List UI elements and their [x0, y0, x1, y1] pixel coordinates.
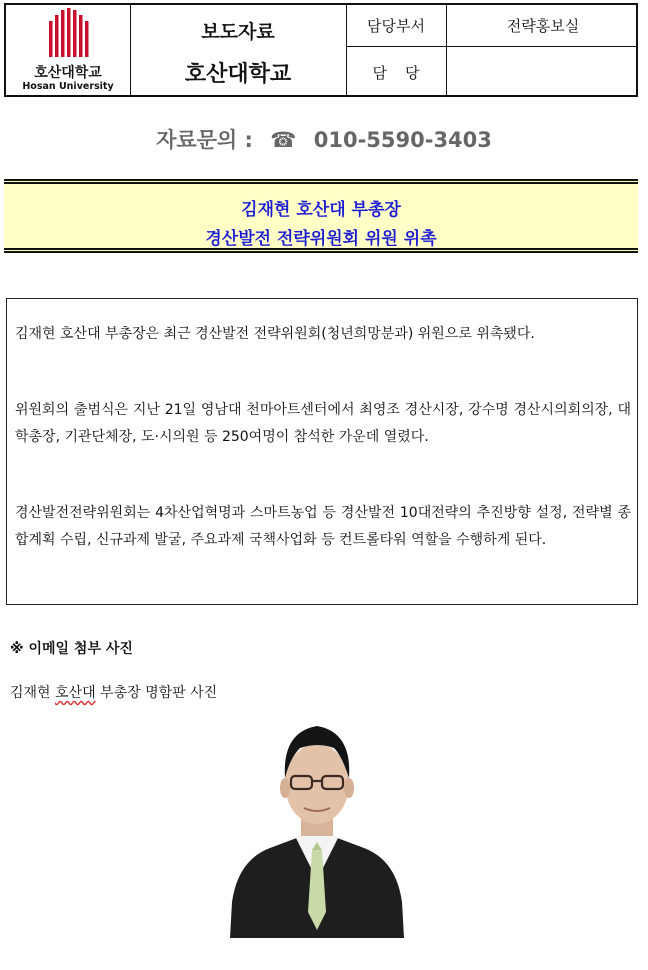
contact-line	[0, 124, 648, 154]
caption-flagged-word: 호산대	[55, 685, 96, 701]
logo-bars-icon	[6, 5, 130, 61]
phone-icon: ☎	[270, 128, 297, 152]
vice-president-photo	[230, 712, 404, 938]
logo-name: 호산대학교	[34, 65, 102, 81]
contact-label: 자료문의 :	[156, 128, 253, 152]
photo-caption	[10, 682, 217, 702]
paragraph: 위원회의 출범식은 지난 21일 영남대 천마아트센터에서 최영조 경산시장, 강수명 경산시의회의장, 대학총장, 기관단체장, 도·시의원 등 250여명이 참석한 가운데 열렸다.	[15, 402, 631, 445]
headline-box	[4, 179, 638, 253]
manager-label: 담당	[372, 64, 438, 82]
header-table	[4, 3, 638, 97]
paragraph: 경산발전전략위원회는 4차산업혁명과 스마트농업 등 경산발전 10대전략의 추진방향 설정, 전략별 종합계획 수립, 신규과제 발굴, 주요과제 국책사업화 등 컨트롤타워 역할을 수행하게 된다.	[15, 505, 631, 548]
headline-line-2: 경산발전 전략위원회 위원 위촉	[205, 229, 437, 249]
article-body	[6, 298, 638, 605]
caption-prefix: 김재현	[10, 685, 56, 701]
contact-number: 010-5590-3403	[313, 128, 492, 152]
caption-suffix: 부총장 명함판 사진	[95, 685, 218, 701]
university-logo	[6, 5, 130, 95]
headline-line-1: 김재현 호산대 부총장	[241, 200, 401, 220]
dept-value: 전략홍보실	[506, 17, 580, 35]
dept-label: 담당부서	[367, 17, 425, 35]
paragraph: 김재현 호산대 부총장은 최근 경산발전 전략위원회(청년희망분과) 위원으로 위촉됐다.	[15, 326, 535, 342]
school-name: 호산대학교	[184, 62, 292, 87]
doc-type: 보도자료	[201, 21, 275, 43]
logo-english: Hosan University	[22, 81, 114, 92]
attachment-note: ※ 이메일 첨부 사진	[10, 641, 133, 657]
